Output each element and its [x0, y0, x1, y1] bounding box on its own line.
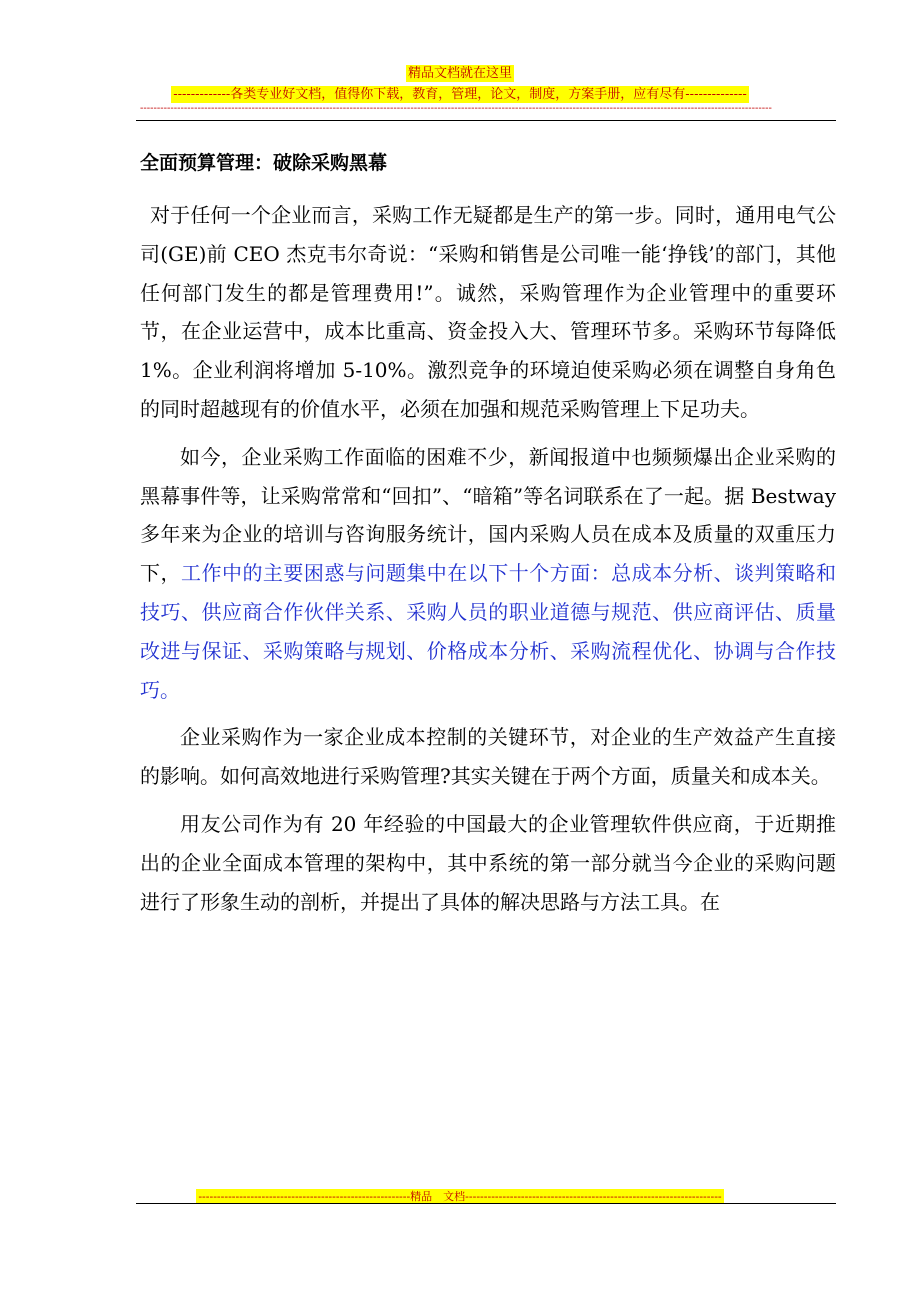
paragraph-2-highlight: 工作中的主要困惑与问题集中在以下十个方面：总成本分析、谈判策略和技巧、供应商合作伙伴关系、采购人员的职业道德与规范、供应商评估、质量改进与保证、采购策略与规划、价格成本分析、采购流程优化、协调与合作技巧。: [140, 561, 837, 702]
paragraph-2-text: 如今，企业采购工作面临的困难不少，新闻报道中也频频爆出企业采购的黑幕事件等，让采购常常和“回扣”、“暗箱”等名词联系在了一起。据 Bestway 多年来为企业的培训与咨询服务统计，国内采购人员在成本及质量的双重压力下，: [140, 444, 836, 586]
document-title: 全面预算管理：破除采购黑幕: [140, 152, 388, 174]
page-footer: [0, 1185, 920, 1204]
footer-text: ---------------------------------------------------------精品 文档---------------------------------------------------------------------: [198, 1190, 722, 1203]
document-body: [140, 196, 836, 930]
paragraph-4: 用友公司作为有 20 年经验的中国最大的企业管理软件供应商，于近期推出的企业全面成本管理的架构中，其中系统的第一部分就当今企业的采购问题进行了形象生动的剖析，并提出了具体的解决思路与方法工具。在: [140, 811, 836, 914]
header-description: -------------各类专业好文档，值得你下载，教育，管理，论文，制度，方案手册，应有尽有--------------: [173, 87, 747, 102]
header-rule: [136, 120, 836, 121]
paragraph-2: [140, 438, 836, 710]
paragraph-3: 企业采购作为一家企业成本控制的关键环节，对企业的生产效益产生直接的影响。如何高效地进行采购管理?其实关键在于两个方面，质量关和成本关。: [140, 725, 836, 789]
header-dashed-line: -------------------------------------------------------------------------------------------------------------------------------------------------------------------------------------------: [140, 103, 772, 114]
page-header: [0, 62, 920, 103]
paragraph-1: 对于任何一个企业而言，采购工作无疑都是生产的第一步。同时，通用电气公司(GE)前 CEO 杰克韦尔奇说：“采购和销售是公司唯一能‘挣钱’的部门，其他任何部门发生的都是管理费用!”。诚然，采购管理作为企业管理中的重要环节，在企业运营中，成本比重高、资金投入大、管理环节多。采购环节每降低 1%。企业利润将增加 5-10%。激烈竞争的环境迫使采购必须在调整自身角色的同时超越现有的价值水平，必须在加强和规范采购管理上下足功夫。: [140, 203, 836, 421]
footer-rule: [136, 1203, 836, 1204]
header-tagline: 精品文档就在这里: [407, 66, 512, 81]
